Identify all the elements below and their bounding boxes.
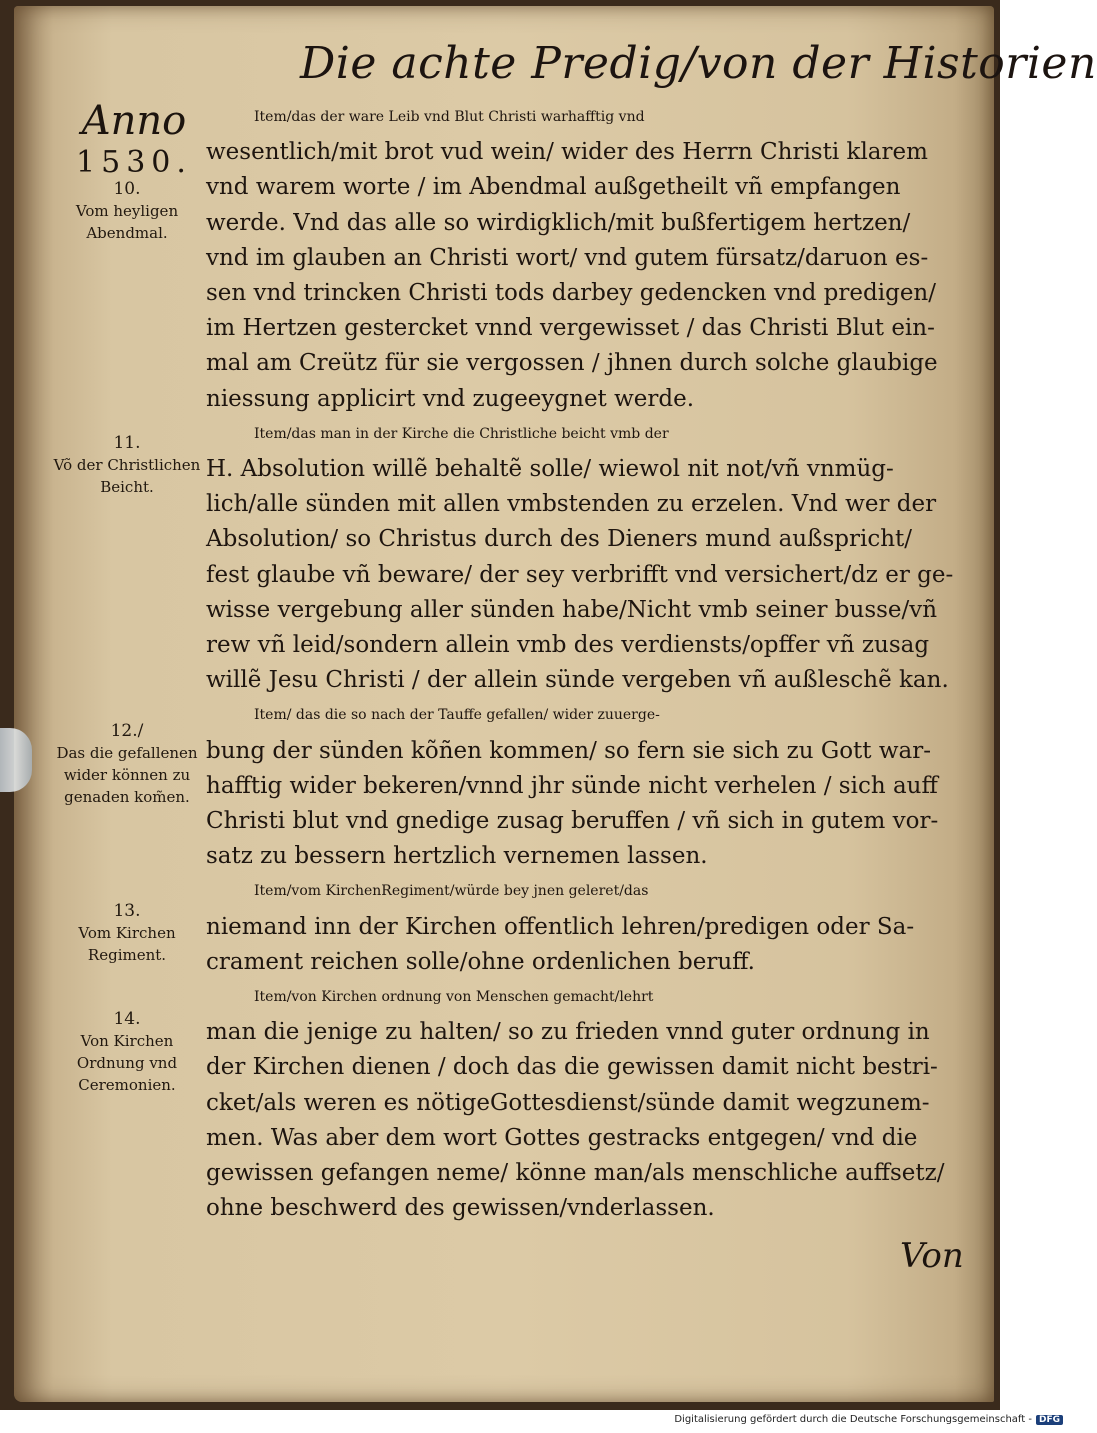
margin-note-number: 13. [113,901,141,921]
text-line: hafftig wider bekeren/vnnd jhr sünde nicht verhelen / sich auff [206,772,938,799]
text-line: mal am Creütz für sie vergossen / jhnen durch solche glaubige [206,350,938,377]
text-line: vnd warem worte / im Abendmal außgetheilt vñ empfangen [206,174,901,201]
text-line: Christi blut vnd gnedige zusag beruffen / vñ sich in gutem vor- [206,808,939,835]
margin-note-11 [52,432,202,498]
text-line: willẽ Jesu Christi / der allein sünde vergeben vñ außleschẽ kan. [206,667,949,694]
text-line: lich/alle sünden mit allen vmbstenden zu erzelen. Vnd wer der [206,491,937,518]
text-line: Item/das der ware Leib vnd Blut Christi warhafftig vnd [254,109,645,125]
body-text [206,100,966,1227]
paragraph [206,417,966,699]
text-line: man die jenige zu halten/ so zu frieden vnnd guter ordnung in [206,1019,930,1046]
text-line: niemand inn der Kirchen offentlich lehren/predigen oder Sa- [206,913,915,940]
year-note [74,98,194,182]
running-header: Die achte Predig/von der Historien [300,38,1097,89]
margin-note-13 [52,900,202,966]
text-line: fest glaube vñ beware/ der sey verbrifft vnd versichert/dz er ge- [206,561,954,588]
paragraph [206,698,966,874]
anno-year: 1530. [76,145,192,180]
margin-note-text: Von Kirchen Ordnung vnd Ceremonien. [76,1032,178,1094]
paragraph [206,100,966,417]
text-line: gewissen gefangen neme/ könne man/als menschliche auffsetz/ [206,1160,945,1187]
text-line: niessung applicirt vnd zugeeygnet werde. [206,385,695,412]
digitization-footer [674,1414,1063,1425]
text-line: Item/das man in der Kirche die Christliche beicht vmb der [254,425,669,442]
text-line: ohne beschwerd des gewissen/vnderlassen. [206,1195,715,1222]
margin-note-12 [52,720,202,808]
margin-note-text: Vom heyligen Abendmal. [75,202,179,242]
text-line: Item/von Kirchen ordnung von Menschen gemacht/lehrt [254,989,654,1006]
margin-note-text: Vom Kirchen Regiment. [78,924,176,964]
paragraph [206,980,966,1226]
text-line: der Kirchen dienen / doch das die gewissen damit nicht bestri- [206,1054,938,1081]
text-line: Item/vom KirchenRegiment/würde bey jnen geleret/das [254,883,649,900]
text-line: im Hertzen gestercket vnnd vergewisset / das Christi Blut ein- [206,315,935,342]
anno-word: Anno [81,98,187,144]
margin-note-text: Das die gefallenen wider können zu genaden kom̃en. [56,744,198,806]
margin-note-10 [52,178,202,244]
text-line: vnd im glauben an Christi wort/ vnd gutem fürsatz/daruon es- [206,244,929,271]
margin-note-number: 12./ [110,721,144,741]
text-line: rew vñ leid/sondern allein vmb des verdiensts/opffer vñ zusag [206,632,930,659]
text-line: men. Was aber dem wort Gottes gestracks entgegen/ vnd die [206,1124,918,1151]
page-clip [0,728,32,792]
margin-note-number: 10. [113,179,141,199]
text-line: werde. Vnd das alle so wirdigklich/mit bußfertigem hertzen/ [206,209,911,236]
margin-note-14 [52,1008,202,1096]
text-line: crament reichen solle/ohne ordenlichen beruff. [206,948,755,975]
dfg-logo: DFG [1036,1415,1063,1425]
margin-note-number: 14. [113,1009,141,1029]
margin-note-text: Võ der Christlichen Beicht. [53,456,201,496]
margin-note-number: 11. [113,433,141,453]
text-line: satz zu bessern hertzlich vernemen lassen. [206,843,708,870]
footer-text: Digitalisierung gefördert durch die Deutsche Forschungsgemeinschaft - [674,1414,1032,1425]
text-line: H. Absolution willẽ behaltẽ solle/ wiewol nit not/vñ vnmüg- [206,456,894,483]
text-line: cket/als weren es nötigeGottesdienst/sünde damit wegzunem- [206,1089,930,1116]
text-line: bung der sünden kõñen kommen/ so fern sie sich zu Gott war- [206,737,932,764]
text-line: wesentlich/mit brot vud wein/ wider des Herrn Christi klarem [206,139,928,166]
text-line: wisse vergebung aller sünden habe/Nicht vmb seiner busse/vñ [206,596,938,623]
paragraph [206,874,966,980]
text-line: Absolution/ so Christus durch des Dieners mund außspricht/ [206,526,913,553]
catchword: Von [900,1236,964,1276]
text-line: Item/ das die so nach der Tauffe gefallen/ wider zuuerge- [254,707,660,724]
text-line: sen vnd trincken Christi tods darbey gedencken vnd predigen/ [206,280,936,307]
